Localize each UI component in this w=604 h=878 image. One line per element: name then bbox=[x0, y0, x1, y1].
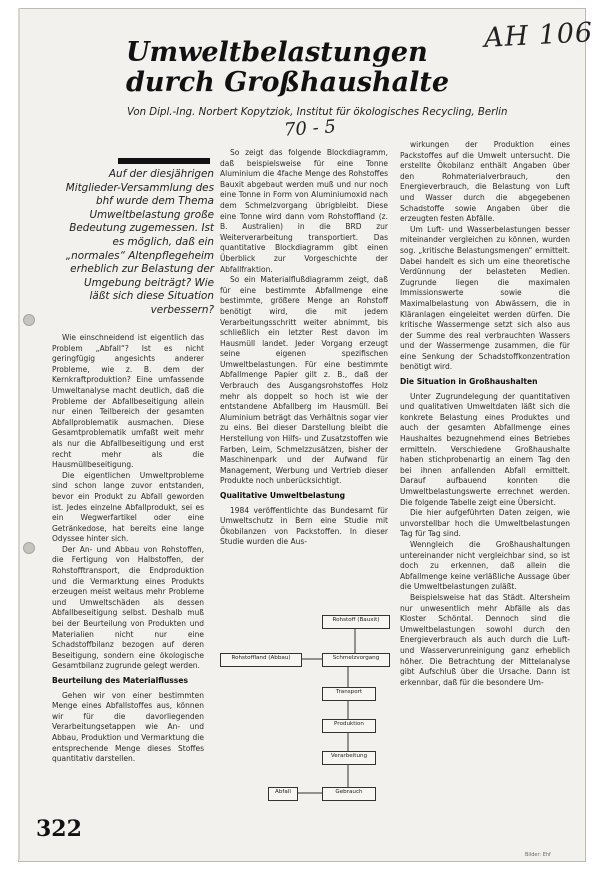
paragraph: Wie einschneidend ist eigentlich das Problem „Abfall“? Ist es nicht geringfügig angesichts anderer Probleme, wie z. B. dem der Kernkraftproduktion? Eine umfassende Umweltanalyse macht deutlich, daß die Probleme der Abfallbeseitigung allein nur einen Teilbereich der gesamten Abfallproblematik ausmachen. Diese Gesamtproblematik umfaßt weit mehr als nur die Abfallbeseitigung und erst recht mehr als die Hausmüllbeseitigung. bbox=[52, 333, 204, 470]
diagram-box: Produktion bbox=[322, 719, 376, 733]
diagram-box: Transport bbox=[322, 687, 376, 701]
handwritten-note-top: AH 106 bbox=[483, 17, 594, 54]
section-heading: Die Situation in Großhaushalten bbox=[400, 377, 538, 387]
paragraph: So zeigt das folgende Blockdiagramm, daß beispielsweise für eine Tonne Aluminium die 4fache Menge des Rohstoffes Bauxit abgebaut werden muß und nur noch eine Tonne in Form von Aluminiumoxid nach dem Schmelzvorgang übrigbleibt. Diese eine Tonne wird dann vom Rohstoffland (z. B. Australien) in die BRD zur Weiterverarbeitung transportiert. Das quantitative Blockdiagramm gibt einen Überblick zur Vorgeschichte der Abfallfraktion. bbox=[220, 148, 388, 274]
diagram-box: Rohstoffland (Abbau) bbox=[220, 653, 302, 667]
paragraph: 1984 veröffentlichte das Bundesamt für Umweltschutz in Bern eine Studie mit Ökobilanzen von Packstoffen. In dieser Studie wurden die Aus- bbox=[220, 505, 388, 547]
section-heading: Qualitative Umweltbelastung bbox=[220, 491, 346, 500]
title-line-1: Umweltbelastungen bbox=[126, 37, 428, 68]
diagram-box: Verarbeitung bbox=[322, 751, 376, 765]
paragraph: Die hier aufgeführten Daten zeigen, wie unvorstellbar hoch die Umweltbelastungen Tag für Tag sind. bbox=[400, 508, 570, 539]
paragraph: Beispielsweise hat das Städt. Altersheim nur unwesentlich mehr Abfälle als das Kloster Schöntal. Dennoch sind die Umweltbelastungen sowohl durch den Energieverbrauch als auch durch die Luft- und Wasserverunreinigung ganz erheblich höher. Die Betrachtung der Mittelanalyse gibt Aufschluß über die Ursache. Dann ist erkennbar, daß für die besondere Um- bbox=[400, 592, 570, 687]
paragraph: wirkungen der Produktion eines Packstoffes auf die Umwelt untersucht. Die erstellte Ökobilanz enthält Angaben über den Rohmaterialverbrauch, den Energieverbrauch, die Belastung von Luft und Wasser durch die abgegebenen Schadstoffe sowie Angaben über die erzeugten festen Abfälle. bbox=[400, 140, 570, 224]
paragraph: Der An- und Abbau von Rohstoffen, die Fertigung von Halbstoffen, der Rohstofftransport, die Endproduktion und die Vermarktung eines Produkts erzeugen meist weitaus mehr Probleme und Umweltschäden als dessen Abfallbeseitigung selbst. Deshalb muß bei der Beurteilung von Produkten und Materialien nicht nur eine Schadstoffbilanz bezogen auf deren Beseitigung, sondern eine ökologische Gesamtbilanz zugrunde gelegt werden. bbox=[52, 544, 204, 671]
title-line-2: durch Großhaushalte bbox=[126, 67, 449, 98]
paragraph: Unter Zugrundelegung der quantitativen und qualitativen Umweltdaten läßt sich die konkrete Belastung eines Produktes und auch der gesamten Abfallmenge eines Haushaltes bezugnehmend eines Betriebes ermitteln. Verschiedene Großhaushalte haben stichprobenartig an einem Tag den bei ihnen anfallenden Abfall ermittelt. Darauf aufbauend konnten die Umweltbelastungswerte errechnet werden. Die folgende Tabelle zeigt eine Übersicht. bbox=[400, 391, 570, 507]
page-edge-shadow bbox=[18, 8, 20, 860]
column-3 bbox=[400, 140, 570, 688]
footer-note: Bilder: Ehf bbox=[525, 852, 551, 858]
handwritten-note-mid: 70 - 5 bbox=[283, 116, 337, 141]
diagram-box: Schmelzvorgang bbox=[322, 653, 390, 667]
punch-hole bbox=[23, 542, 35, 554]
diagram-box: Rohstoff (Bauxit) bbox=[322, 615, 390, 629]
column-1 bbox=[52, 333, 204, 765]
paragraph: Um Luft- und Wasserbelastungen besser miteinander vergleichen zu können, wurden sog. „kritische Belastungsmengen“ ermittelt. Dabei handelt es sich um eine theoretische Verdünnung der belasteten Medien. Zugrunde liegen die maximalen Immissionswerte sowie die Maximalbelastung von Abwässern, die in Kläranlagen eingeleitet werden dürfen. Die kritische Wassermenge setzt sich also aus der Summe des real verbrauchten Wassers und der Wassermenge zusammen, die für eine Senkung der Schadstoffkonzentration benötigt wird. bbox=[400, 224, 570, 372]
article-title bbox=[126, 38, 449, 98]
paragraph: Gehen wir von einer bestimmten Menge eines Abfallstoffes aus, können wir für die davorliegenden Verarbeitungsetappen wie An- und Abbau, Produktion und Vermarktung die entsprechende Menge dieses Stoffes quantitativ darstellen. bbox=[52, 690, 204, 764]
punch-hole bbox=[23, 314, 35, 326]
section-heading: Beurteilung des Materialflusses bbox=[52, 676, 188, 685]
paragraph: Wenngleich die Großhaushaltungen untereinander nicht vergleichbar sind, so ist doch zu erkennen, daß allein die Abfallmenge keine verläßliche Aussage über die Umweltbelastungen zuläßt. bbox=[400, 539, 570, 592]
paragraph: So ein Materialflußdiagramm zeigt, daß für eine bestimmte Abfallmenge eine bestimmte, größere Menge an Rohstoff benötigt wird, die mit jedem Verarbeitungsschritt weiter abnimmt, bis schließlich ein letzter Rest davon im Hausmüll landet. Jeder Vorgang erzeugt seine eigenen spezifischen Umweltbelastungen. Für eine bestimmte Abfallmenge Papier gilt z. B., daß der Verbrauch des Ausgangsrohstoffes Holz mehr als doppelt so hoch ist wie der entstandene Abfallberg im Hausmüll. Bei Aluminium beträgt das Verhältnis sogar vier zu eins. Bei dieser Darstellung bleibt die Herstellung von Hilfs- und Zusatzstoffen wie Farben, Leim, Schmelzzusätzen, bisher der Maschinenpark und der Aufwand für Management, Werbung und Vertrieb dieser Produkte noch unberücksichtigt. bbox=[220, 275, 388, 486]
paragraph: Die eigentlichen Umweltprobleme sind schon lange zuvor entstanden, bevor ein Produkt zu Abfall geworden ist. Jedes einzelne Abfallprodukt, sei es ein Wegwerfartikel oder eine Getränkedose, hat bereits eine lange Odyssee hinter sich. bbox=[52, 470, 204, 544]
lead-decor-bar bbox=[118, 158, 210, 164]
article-lead: Auf der diesjährigen Mitglieder-Versammlung des bhf wurde dem Thema Umweltbelastung große Bedeutung zugemessen. Ist es möglich, daß ein „normales“ Altenpflegeheim erheblich zur Belastung der Umgebung beiträgt? Wie läßt sich diese Situation verbessern? bbox=[65, 168, 214, 316]
diagram-box: Abfall bbox=[268, 787, 298, 801]
page-number: 322 bbox=[36, 816, 82, 842]
diagram-box: Gebrauch bbox=[322, 787, 376, 801]
column-2 bbox=[220, 148, 388, 548]
article-byline: Von Dipl.-Ing. Norbert Kopytziok, Institut für ökologisches Recycling, Berlin bbox=[127, 107, 508, 118]
material-flow-diagram bbox=[216, 615, 392, 845]
